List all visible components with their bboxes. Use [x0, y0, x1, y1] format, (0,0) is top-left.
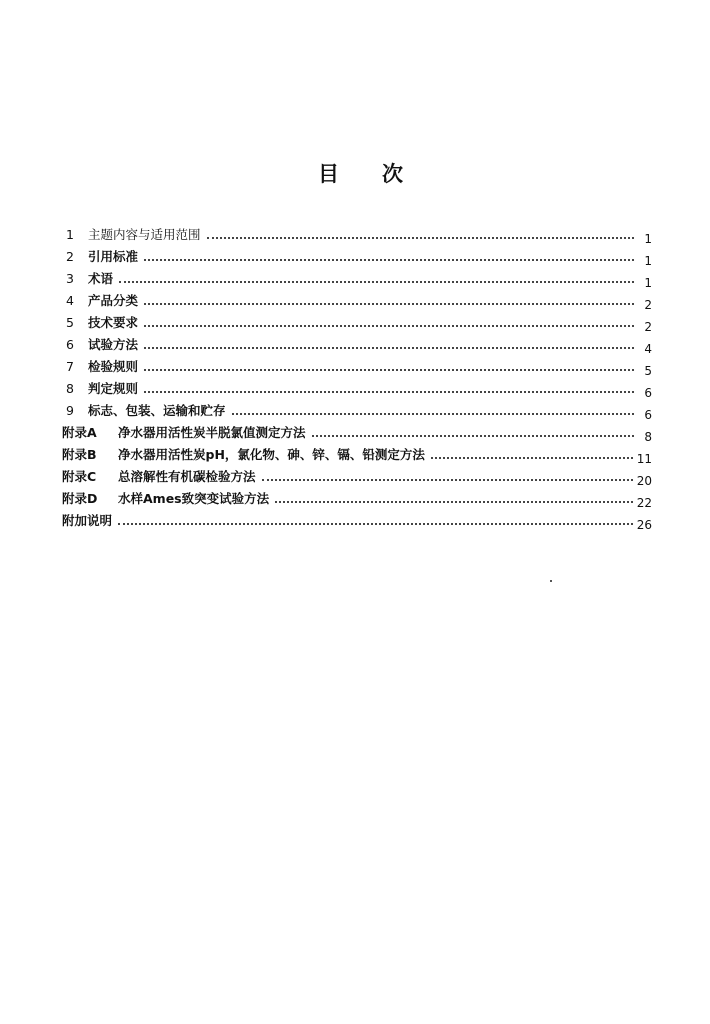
dot-leader — [144, 347, 634, 349]
appendix-title: 总溶解性有机碳检验方法 — [118, 469, 256, 484]
toc-page-number: 22 — [636, 496, 652, 510]
dot-leader — [118, 523, 633, 525]
appendix-label: 附录D — [62, 491, 98, 506]
dot-leader — [207, 237, 634, 239]
toc-number: 2 — [66, 249, 74, 264]
toc-entry-7[interactable] — [62, 352, 652, 378]
toc-title: 检验规则 — [88, 359, 139, 374]
toc-page-number: 1 — [644, 232, 652, 246]
title-char-2: 次 — [382, 162, 403, 186]
appendix-title: 净水器用活性炭pH，氯化物、砷、锌、镉、铅测定方法 — [118, 447, 425, 462]
toc-entry-9[interactable] — [62, 396, 652, 422]
toc-page-number: 5 — [644, 364, 652, 378]
appendix-label: 附录A — [62, 425, 97, 440]
scan-speck — [550, 580, 552, 582]
toc-number: 4 — [66, 293, 74, 308]
dot-leader — [144, 325, 634, 327]
additional-notes-label: 附加说明 — [62, 513, 113, 528]
toc-entry-3[interactable] — [62, 264, 652, 290]
dot-leader — [144, 369, 634, 371]
dot-leader — [144, 391, 634, 393]
toc-number: 8 — [66, 381, 74, 396]
toc-page-number: 1 — [644, 276, 652, 290]
toc-title: 主题内容与适用范围 — [88, 227, 201, 242]
toc-entry-8[interactable] — [62, 374, 652, 400]
toc-appendix-b[interactable] — [62, 440, 652, 466]
appendix-title: 净水器用活性炭半脱氯值测定方法 — [118, 425, 306, 440]
dot-leader — [232, 413, 634, 415]
toc-title: 术语 — [88, 271, 114, 286]
appendix-label: 附录C — [62, 469, 97, 484]
toc-number: 6 — [66, 337, 74, 352]
toc-page-number: 11 — [636, 452, 652, 466]
toc-number: 1 — [66, 227, 74, 242]
table-of-contents — [62, 220, 652, 532]
toc-title: 产品分类 — [88, 293, 139, 308]
toc-title: 引用标准 — [88, 249, 139, 264]
toc-entry-6[interactable] — [62, 330, 652, 356]
toc-additional-notes[interactable] — [62, 506, 652, 532]
toc-title: 标志、包装、运输和贮存 — [88, 403, 226, 418]
dot-leader — [144, 303, 634, 305]
dot-leader — [262, 479, 633, 481]
toc-number: 7 — [66, 359, 74, 374]
toc-page-number: 6 — [644, 386, 652, 400]
toc-title: 判定规则 — [88, 381, 139, 396]
toc-appendix-a[interactable] — [62, 418, 652, 444]
toc-number: 9 — [66, 403, 74, 418]
dot-leader — [275, 501, 633, 503]
toc-entry-4[interactable] — [62, 286, 652, 312]
toc-number: 5 — [66, 315, 74, 330]
toc-page-number: 8 — [644, 430, 652, 444]
dot-leader — [431, 457, 633, 459]
toc-page-number: 20 — [636, 474, 652, 488]
dot-leader — [119, 281, 634, 283]
toc-appendix-c[interactable] — [62, 462, 652, 488]
toc-title: 试验方法 — [88, 337, 139, 352]
dot-leader — [312, 435, 634, 437]
toc-page-number: 26 — [636, 518, 652, 532]
toc-appendix-d[interactable] — [62, 484, 652, 510]
appendix-label: 附录B — [62, 447, 97, 462]
toc-title: 技术要求 — [88, 315, 139, 330]
toc-number: 3 — [66, 271, 74, 286]
toc-entry-5[interactable] — [62, 308, 652, 334]
toc-page-number: 1 — [644, 254, 652, 268]
title-char-1: 目 — [318, 162, 339, 186]
toc-page-number: 2 — [644, 298, 652, 312]
toc-entry-1[interactable] — [62, 220, 652, 246]
toc-page-number: 4 — [644, 342, 652, 356]
appendix-title: 水样Ames致突变试验方法 — [118, 491, 270, 506]
toc-page-number: 2 — [644, 320, 652, 334]
toc-page-number: 6 — [644, 408, 652, 422]
dot-leader — [144, 259, 634, 261]
toc-entry-2[interactable] — [62, 242, 652, 268]
